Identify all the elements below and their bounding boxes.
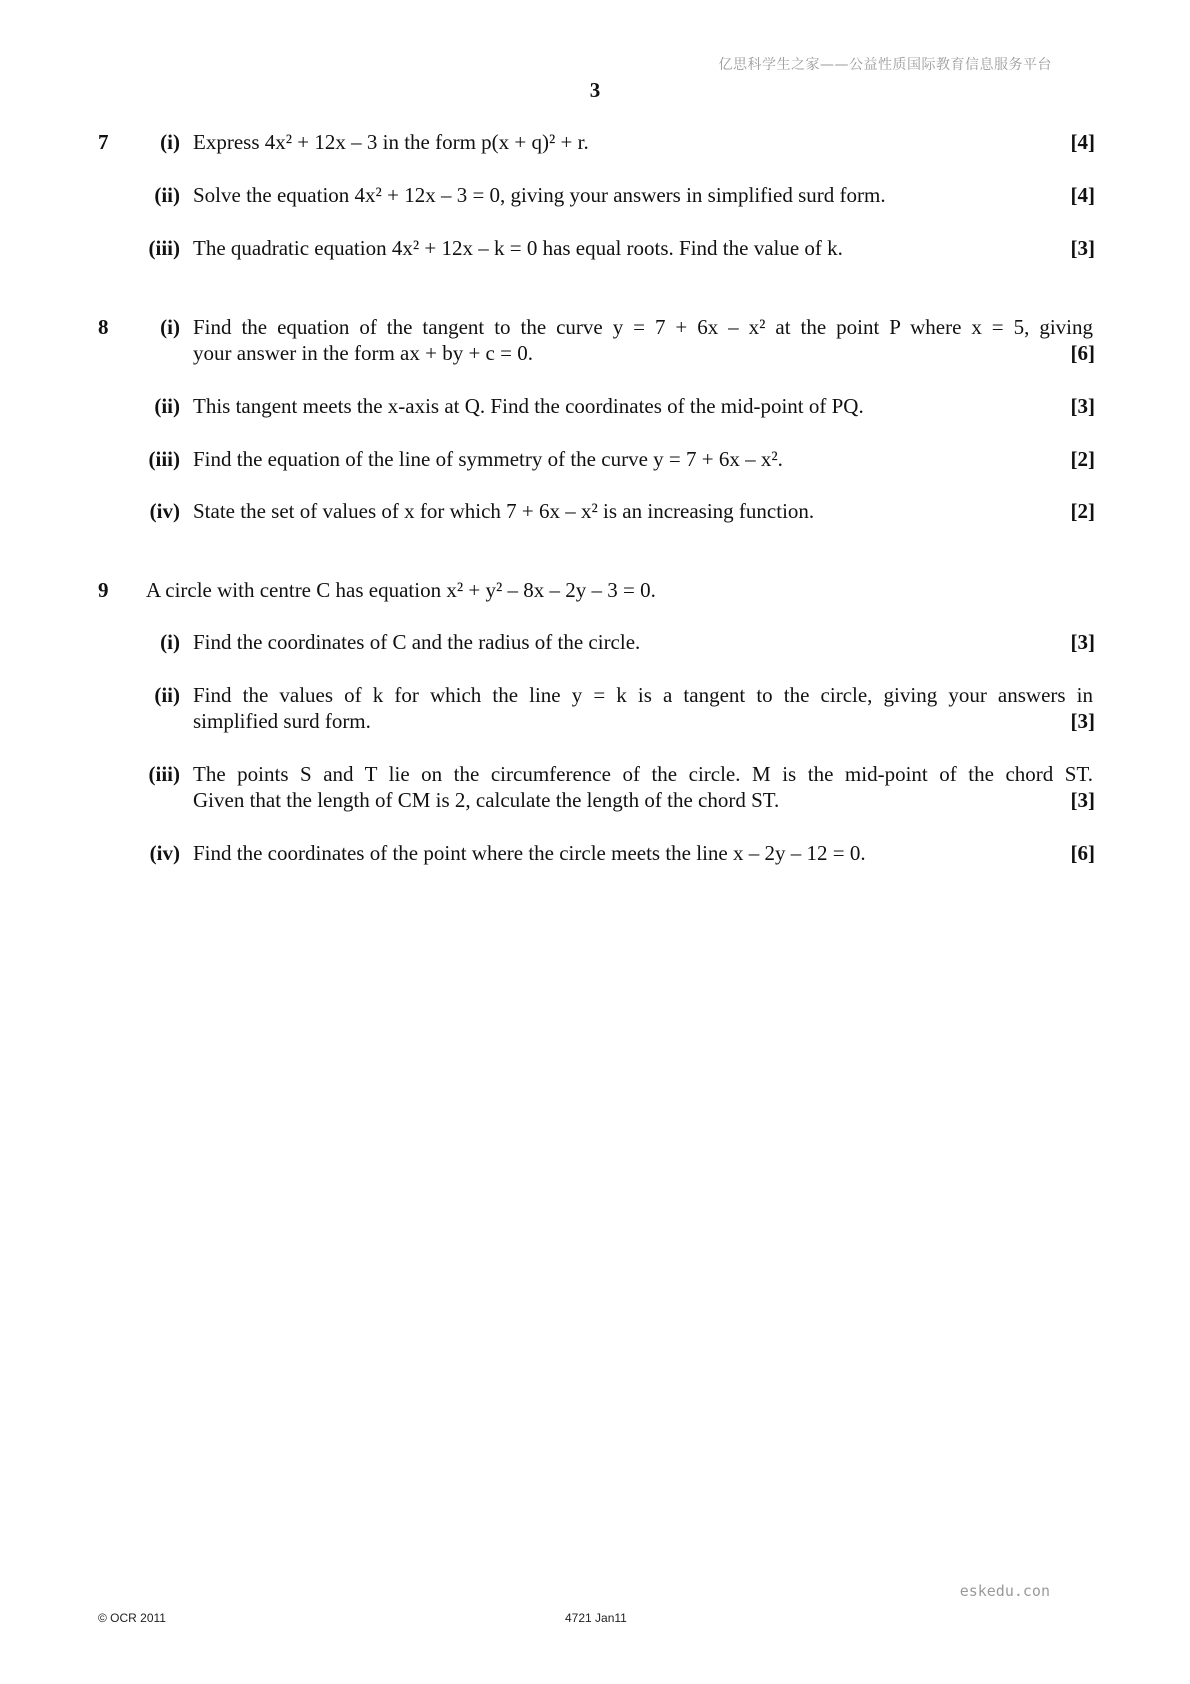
marks: [6]: [1070, 841, 1095, 865]
part-label: (iii): [148, 236, 180, 260]
part-label: (iii): [148, 762, 180, 786]
marks: [3]: [1070, 788, 1095, 812]
text-line: Given that the length of CM is 2, calculate the length of the chord ST.: [193, 788, 780, 812]
question-text: [193, 129, 1093, 155]
marks: [2]: [1070, 499, 1095, 523]
question-text: [193, 629, 1093, 655]
part-label: (iv): [149, 841, 180, 865]
part-label: (iv): [149, 499, 180, 523]
watermark-top: 亿思科学生之家——公益性质国际教育信息服务平台: [718, 57, 1052, 73]
footer-copyright: © OCR 2011: [98, 1611, 166, 1625]
text-line: Express 4x² + 12x – 3 in the form p(x + q)² + r.: [193, 130, 589, 154]
part-label: (i): [160, 630, 180, 654]
text-line: This tangent meets the x-axis at Q. Find the coordinates of the mid-point of PQ.: [193, 394, 864, 418]
question-text: [193, 235, 1093, 261]
marks: [4]: [1070, 130, 1095, 154]
part-label: (ii): [154, 183, 180, 207]
question-text: [193, 498, 1093, 524]
text-line: The quadratic equation 4x² + 12x – k = 0 has equal roots. Find the value of k.: [193, 236, 843, 260]
question-number: 9: [98, 578, 109, 602]
text-line: Find the coordinates of the point where the circle meets the line x – 2y – 12 = 0.: [193, 841, 866, 865]
question-text: [193, 182, 1093, 208]
question-text: [193, 761, 1093, 813]
text-line: Find the equation of the line of symmetry of the curve y = 7 + 6x – x².: [193, 447, 783, 471]
part-label: (ii): [154, 394, 180, 418]
footer-paper-code: 4721 Jan11: [565, 1611, 627, 1625]
part-label: (i): [160, 130, 180, 154]
part-label: (i): [160, 315, 180, 339]
marks: [3]: [1070, 709, 1095, 733]
text-line: A circle with centre C has equation x² + y² – 8x – 2y – 3 = 0.: [146, 578, 656, 602]
text-line: your answer in the form ax + by + c = 0.: [193, 341, 533, 365]
text-line: State the set of values of x for which 7 + 6x – x² is an increasing function.: [193, 499, 815, 523]
text-line: Find the equation of the tangent to the curve y = 7 + 6x – x² at the point P where x = 5, giving: [193, 315, 1093, 339]
part-label: (iii): [148, 447, 180, 471]
marks: [2]: [1070, 447, 1095, 471]
text-line: Solve the equation 4x² + 12x – 3 = 0, giving your answers in simplified surd form.: [193, 183, 886, 207]
question-text: [193, 682, 1093, 734]
question-text: [193, 314, 1093, 366]
question-number: 7: [98, 130, 109, 154]
marks: [3]: [1070, 236, 1095, 260]
part-label: (ii): [154, 683, 180, 707]
text-line: Find the values of k for which the line y = k is a tangent to the circle, giving your answers in: [193, 683, 1093, 707]
marks: [3]: [1070, 394, 1095, 418]
question-text: [193, 393, 1093, 419]
marks: [3]: [1070, 630, 1095, 654]
text-line: simplified surd form.: [193, 709, 371, 733]
text-line: The points S and T lie on the circumference of the circle. M is the mid-point of the chord ST.: [193, 762, 1093, 786]
text-line: Find the coordinates of C and the radius of the circle.: [193, 630, 641, 654]
marks: [6]: [1070, 341, 1095, 365]
question-number: 8: [98, 315, 109, 339]
page-number: 3: [589, 78, 601, 102]
question-text: [193, 446, 1093, 472]
watermark-bottom: eskedu.con: [959, 1582, 1050, 1600]
question-text: [146, 577, 1096, 603]
question-text: [193, 840, 1093, 866]
marks: [4]: [1070, 183, 1095, 207]
